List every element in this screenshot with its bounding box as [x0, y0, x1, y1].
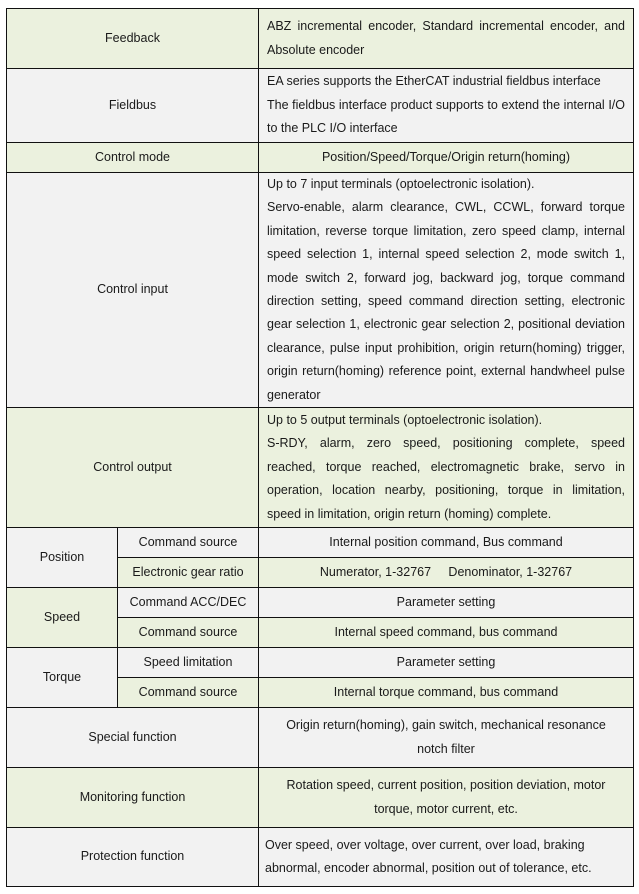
control-mode-label: Control mode: [7, 143, 259, 173]
control-input-label: Control input: [7, 173, 259, 408]
position-sub-label: Electronic gear ratio: [118, 558, 259, 588]
table-row-position-command-source: [7, 528, 634, 558]
fieldbus-value: [259, 69, 634, 143]
position-sub-value: Numerator, 1-32767 Denominator, 1-32767: [259, 558, 634, 588]
table-row-torque-speed-limitation: [7, 648, 634, 678]
torque-sub-value: Parameter setting: [259, 648, 634, 678]
speed-label: Speed: [7, 588, 118, 648]
position-label: Position: [7, 528, 118, 588]
control-input-line: Servo-enable, alarm clearance, CWL, CCWL, forward torque limitation, reverse torque limitation, zero speed clamp, internal speed selection 1, internal speed selection 2, mode switch 1, mode switch 2, forward jog, backward jog, torque command direction setting, speed command direction setting, electronic gear selection 1, electronic gear selection 2, positional deviation clearance, pulse input prohibition, origin return(homing) trigger, origin return(homing) reference point, external handwheel pulse generator: [267, 200, 625, 402]
fieldbus-line: EA series supports the EtherCAT industrial fieldbus interface: [267, 74, 601, 89]
monitoring-function-value: Rotation speed, current position, position deviation, motor torque, motor current, etc.: [259, 768, 634, 828]
speed-sub-label: Command ACC/DEC: [118, 588, 259, 618]
specification-table: [6, 8, 634, 887]
fieldbus-label: Fieldbus: [7, 69, 259, 143]
table-row-protection-function: [7, 828, 634, 887]
fieldbus-line: The fieldbus interface product supports to extend the internal I/O to the PLC I/O interface: [267, 97, 625, 136]
monitoring-function-label: Monitoring function: [7, 768, 259, 828]
speed-sub-value: Internal speed command, bus command: [259, 618, 634, 648]
torque-sub-value: Internal torque command, bus command: [259, 678, 634, 708]
torque-sub-label: Command source: [118, 678, 259, 708]
special-function-value: Origin return(homing), gain switch, mechanical resonance notch filter: [259, 708, 634, 768]
position-sub-value: Internal position command, Bus command: [259, 528, 634, 558]
protection-function-value: Over speed, over voltage, over current, over load, braking abnormal, encoder abnormal, position out of tolerance, etc.: [259, 828, 634, 887]
speed-sub-label: Command source: [118, 618, 259, 648]
protection-function-label: Protection function: [7, 828, 259, 887]
control-output-label: Control output: [7, 408, 259, 528]
control-output-line: S-RDY, alarm, zero speed, positioning complete, speed reached, torque reached, electromagnetic brake, servo in operation, location nearby, positioning, torque in limitation, speed in limitation, origin return (homing) complete.: [267, 436, 625, 521]
torque-sub-label: Speed limitation: [118, 648, 259, 678]
table-row-control-input: [7, 173, 634, 408]
table-row-special-function: [7, 708, 634, 768]
table-row-monitoring-function: [7, 768, 634, 828]
control-output-line: Up to 5 output terminals (optoelectronic isolation).: [267, 413, 543, 428]
control-mode-value: Position/Speed/Torque/Origin return(homing): [259, 143, 634, 173]
table-row-control-mode: [7, 143, 634, 173]
table-row-speed-acc-dec: [7, 588, 634, 618]
table-row-control-output: [7, 408, 634, 528]
table-row-fieldbus: [7, 69, 634, 143]
special-function-label: Special function: [7, 708, 259, 768]
speed-sub-value: Parameter setting: [259, 588, 634, 618]
control-input-value: [259, 173, 634, 408]
feedback-value: ABZ incremental encoder, Standard incremental encoder, and Absolute encoder: [259, 9, 634, 69]
position-sub-label: Command source: [118, 528, 259, 558]
control-output-value: [259, 408, 634, 528]
table-row-feedback: [7, 9, 634, 69]
feedback-label: Feedback: [7, 9, 259, 69]
control-input-line: Up to 7 input terminals (optoelectronic isolation).: [267, 177, 535, 191]
torque-label: Torque: [7, 648, 118, 708]
